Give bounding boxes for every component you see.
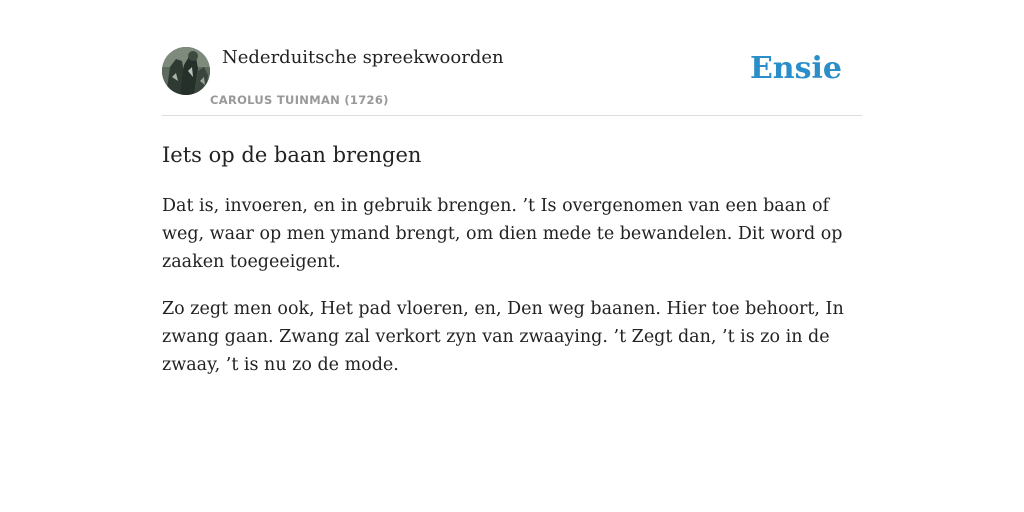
source-author[interactable]: CAROLUS TUINMAN (1726)	[210, 93, 389, 107]
entry-paragraph: Dat is, invoeren, en in gebruik brengen. ’t Is overgenomen van een baan of weg, waar op men ymand brengt, om dien mede te bewandelen. Dit word op zaaken toegeeigent.	[162, 196, 843, 272]
source-title[interactable]: Nederduitsche spreekwoorden	[222, 47, 504, 68]
ensie-logo-link[interactable]: Ensie	[749, 51, 842, 86]
entry-title: Iets op de baan brengen	[162, 143, 422, 167]
page-container	[162, 0, 862, 375]
statue-image	[162, 47, 210, 95]
entry-paragraph: Zo zegt men ook, Het pad vloeren, en, Den weg baanen. Hier toe behoort, In zwang gaan. Zwang zal verkort zyn van zwaaying. ’t Zegt dan, ’t is zo in de zwaay, ’t is nu zo de mode.	[162, 299, 844, 375]
author-avatar[interactable]	[162, 47, 210, 95]
source-header	[162, 0, 862, 116]
